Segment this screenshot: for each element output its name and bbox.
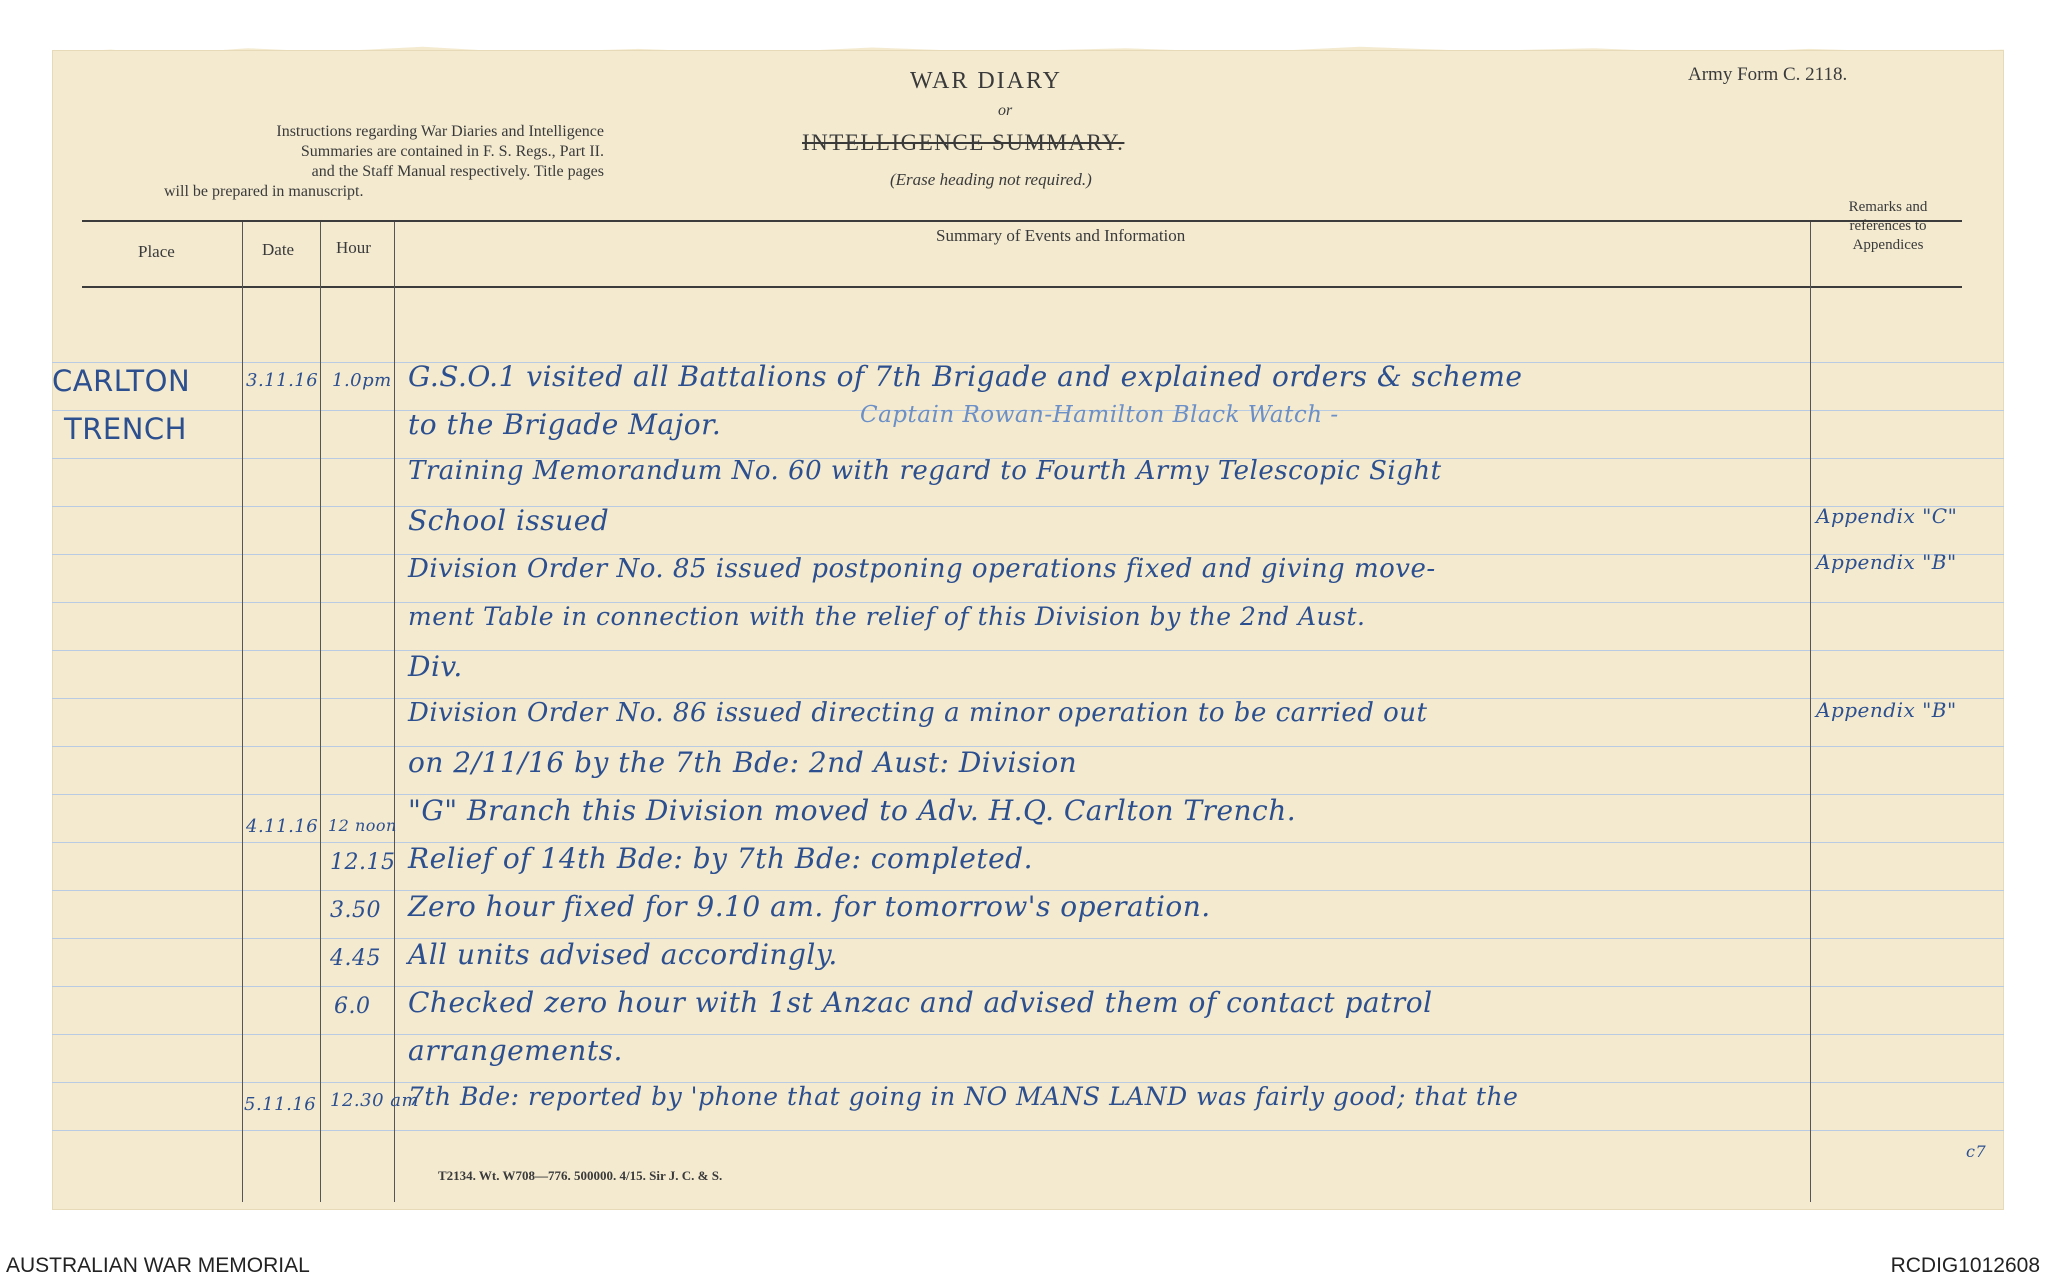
entry-text: on 2/11/16 by the 7th Bde: 2nd Aust: Division [408, 746, 1078, 779]
entry-text: Training Memorandum No. 60 with regard to Fourth Army Telescopic Sight [408, 456, 1442, 486]
col-divider-summary [1810, 222, 1811, 1202]
diary-page [52, 50, 2004, 1210]
entry-text: Division Order No. 85 issued postponing operations fixed and giving move- [408, 554, 1436, 584]
entry-date: 3.11.16 [246, 370, 319, 391]
entry-hour: 6.0 [334, 994, 371, 1019]
archive-id: RCDIG1012608 [1890, 1254, 2040, 1277]
entry-text: to the Brigade Major. [408, 408, 722, 441]
entry-text: G.S.O.1 visited all Battalions of 7th Brigade and explained orders & scheme [408, 360, 1523, 393]
entry-hour: 1.0pm [332, 370, 392, 391]
place-line-1: CARLTON [52, 364, 191, 398]
col-divider-date [320, 222, 321, 1202]
entry-date: 5.11.16 [244, 1094, 317, 1115]
entry-text: Div. [408, 650, 463, 683]
entry-text: Division Order No. 86 issued directing a minor operation to be carried out [408, 698, 1428, 728]
entry-text: Checked zero hour with 1st Anzac and advised them of contact patrol [408, 986, 1433, 1019]
instructions-line-3: and the Staff Manual respectively. Title pages [311, 163, 604, 180]
entry-hour: 12.15 [330, 850, 396, 875]
col-header-summary: Summary of Events and Information [936, 226, 1186, 245]
entry-text: "G" Branch this Division moved to Adv. H.Q. Carlton Trench. [408, 794, 1297, 827]
col-header-date: Date [262, 240, 295, 259]
entry-note: Captain Rowan-Hamilton Black Watch - [860, 402, 1339, 428]
entry-text: arrangements. [408, 1034, 623, 1067]
entry-hour: 4.45 [330, 946, 381, 971]
remarks-line-2: references to [1849, 218, 1927, 234]
entry-text: School issued [408, 504, 610, 537]
erase-note: (Erase heading not required.) [890, 170, 1092, 189]
place-line-2: TRENCH [64, 412, 187, 446]
col-header-place: Place [138, 242, 175, 261]
entry-text: Relief of 14th Bde: by 7th Bde: completed. [408, 842, 1033, 875]
entry-hour: 12.30 am [330, 1090, 420, 1111]
army-form-label: Army Form C. 2118. [1688, 64, 1848, 85]
entry-remark: Appendix "B" [1816, 550, 1957, 574]
form-title: WAR DIARY [910, 68, 1063, 94]
entry-hour: 12 noon [328, 816, 397, 835]
header-rule-top [82, 220, 1962, 222]
col-divider-place [242, 222, 243, 1202]
form-subtitle: INTELLIGENCE SUMMARY. [802, 130, 1125, 155]
entry-text: 7th Bde: reported by 'phone that going in NO MANS LAND was fairly good; that the [408, 1082, 1519, 1111]
entry-text: ment Table in connection with the relief of this Division by the 2nd Aust. [408, 602, 1366, 631]
remarks-line-3: Appendices [1852, 237, 1924, 253]
instructions-line-2: Summaries are contained in F. S. Regs., Part II. [300, 143, 604, 160]
form-title-or: or [998, 102, 1013, 119]
col-header-remarks [1818, 198, 1958, 255]
entry-date: 4.11.16 [246, 816, 319, 837]
entry-remark: Appendix "C" [1816, 504, 1958, 528]
print-code: T2134. Wt. W708—776. 500000. 4/15. Sir J. C. & S. [438, 1168, 723, 1183]
entry-text: All units advised accordingly. [408, 938, 838, 971]
header-rule-bottom [82, 286, 1962, 288]
instructions-line-1: Instructions regarding War Diaries and Intelligence [276, 123, 604, 140]
instructions-line-4: will be prepared in manuscript. [164, 183, 364, 200]
page-mark: c7 [1966, 1142, 1987, 1161]
remarks-line-1: Remarks and [1848, 199, 1928, 215]
archive-credit: AUSTRALIAN WAR MEMORIAL [6, 1254, 310, 1277]
instructions-block [124, 122, 604, 202]
entry-remark: Appendix "B" [1816, 698, 1957, 722]
entry-text: Zero hour fixed for 9.10 am. for tomorrow's operation. [408, 890, 1211, 923]
entry-hour: 3.50 [330, 898, 381, 923]
col-header-hour: Hour [336, 238, 371, 257]
col-divider-hour [394, 222, 395, 1202]
